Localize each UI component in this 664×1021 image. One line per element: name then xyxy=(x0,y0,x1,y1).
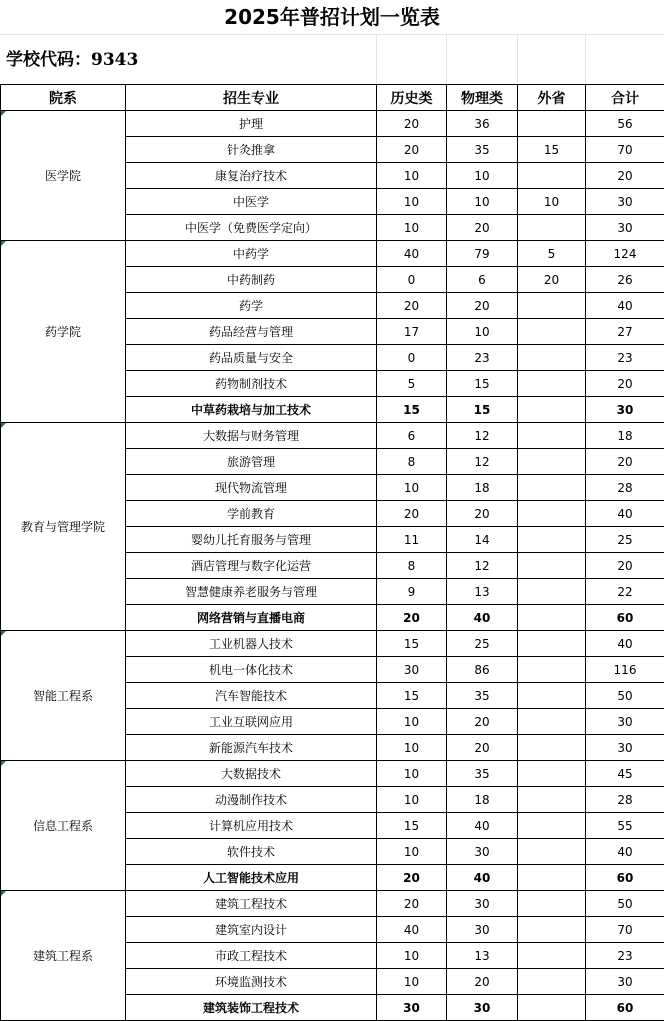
total-count-cell[interactable]: 26 xyxy=(586,267,664,293)
history-count-cell[interactable]: 0 xyxy=(377,267,447,293)
physics-count-cell[interactable]: 10 xyxy=(447,163,518,189)
gridline xyxy=(376,34,377,84)
total-count-cell[interactable]: 30 xyxy=(586,397,664,423)
out-of-province-count-cell[interactable] xyxy=(518,813,586,839)
history-count-cell[interactable]: 20 xyxy=(377,111,447,137)
header-history[interactable]: 历史类 xyxy=(377,85,447,111)
major-cell[interactable]: 中药学 xyxy=(126,241,377,267)
physics-count-cell[interactable]: 18 xyxy=(447,475,518,501)
major-cell[interactable]: 建筑装饰工程技术 xyxy=(126,995,377,1021)
total-count-cell[interactable]: 25 xyxy=(586,527,664,553)
total-count-cell[interactable]: 70 xyxy=(586,137,664,163)
out-of-province-count-cell[interactable] xyxy=(518,761,586,787)
history-count-cell[interactable]: 10 xyxy=(377,215,447,241)
major-cell[interactable]: 汽车智能技术 xyxy=(126,683,377,709)
physics-count-cell[interactable]: 20 xyxy=(447,969,518,995)
out-of-province-count-cell[interactable] xyxy=(518,371,586,397)
out-of-province-count-cell[interactable] xyxy=(518,709,586,735)
physics-count-cell[interactable]: 20 xyxy=(447,501,518,527)
physics-count-cell[interactable]: 13 xyxy=(447,943,518,969)
major-cell[interactable]: 机电一体化技术 xyxy=(126,657,377,683)
history-count-cell[interactable]: 11 xyxy=(377,527,447,553)
major-cell[interactable]: 中草药栽培与加工技术 xyxy=(126,397,377,423)
major-cell[interactable]: 针灸推拿 xyxy=(126,137,377,163)
major-cell[interactable]: 中药制药 xyxy=(126,267,377,293)
gridline xyxy=(446,34,447,84)
physics-count-cell[interactable]: 30 xyxy=(447,917,518,943)
out-of-province-count-cell[interactable]: 5 xyxy=(518,241,586,267)
total-count-cell[interactable]: 27 xyxy=(586,319,664,345)
out-of-province-count-cell[interactable] xyxy=(518,527,586,553)
physics-count-cell[interactable]: 30 xyxy=(447,839,518,865)
history-count-cell[interactable]: 5 xyxy=(377,371,447,397)
major-cell[interactable]: 酒店管理与数字化运营 xyxy=(126,553,377,579)
major-cell[interactable]: 中医学（免费医学定向） xyxy=(126,215,377,241)
history-count-cell[interactable]: 30 xyxy=(377,995,447,1021)
physics-count-cell[interactable]: 79 xyxy=(447,241,518,267)
history-count-cell[interactable]: 10 xyxy=(377,787,447,813)
history-count-cell[interactable]: 8 xyxy=(377,449,447,475)
history-count-cell[interactable]: 20 xyxy=(377,137,447,163)
major-cell[interactable]: 动漫制作技术 xyxy=(126,787,377,813)
major-cell[interactable]: 大数据技术 xyxy=(126,761,377,787)
physics-count-cell[interactable]: 12 xyxy=(447,553,518,579)
major-cell[interactable]: 药品质量与安全 xyxy=(126,345,377,371)
physics-count-cell[interactable]: 6 xyxy=(447,267,518,293)
major-cell[interactable]: 婴幼儿托育服务与管理 xyxy=(126,527,377,553)
history-count-cell[interactable]: 20 xyxy=(377,605,447,631)
total-count-cell[interactable]: 20 xyxy=(586,553,664,579)
physics-count-cell[interactable]: 23 xyxy=(447,345,518,371)
history-count-cell[interactable]: 10 xyxy=(377,839,447,865)
out-of-province-count-cell[interactable] xyxy=(518,553,586,579)
table-row xyxy=(1,891,664,917)
total-count-cell[interactable]: 20 xyxy=(586,449,664,475)
physics-count-cell[interactable]: 35 xyxy=(447,137,518,163)
total-count-cell[interactable]: 23 xyxy=(586,943,664,969)
total-count-cell[interactable]: 30 xyxy=(586,189,664,215)
out-of-province-count-cell[interactable] xyxy=(518,215,586,241)
major-cell[interactable]: 人工智能技术应用 xyxy=(126,865,377,891)
out-of-province-count-cell[interactable] xyxy=(518,657,586,683)
out-of-province-count-cell[interactable] xyxy=(518,293,586,319)
total-count-cell[interactable]: 124 xyxy=(586,241,664,267)
table-row xyxy=(1,761,664,787)
department-cell[interactable]: 智能工程系 xyxy=(1,631,126,761)
physics-count-cell[interactable]: 30 xyxy=(447,891,518,917)
out-of-province-count-cell[interactable] xyxy=(518,787,586,813)
out-of-province-count-cell[interactable] xyxy=(518,917,586,943)
history-count-cell[interactable]: 10 xyxy=(377,735,447,761)
total-count-cell[interactable]: 30 xyxy=(586,215,664,241)
history-count-cell[interactable]: 8 xyxy=(377,553,447,579)
out-of-province-count-cell[interactable]: 20 xyxy=(518,267,586,293)
department-cell[interactable]: 教育与管理学院 xyxy=(1,423,126,631)
table-row xyxy=(1,111,664,137)
table-row xyxy=(1,423,664,449)
out-of-province-count-cell[interactable]: 10 xyxy=(518,189,586,215)
total-count-cell[interactable]: 30 xyxy=(586,969,664,995)
history-count-cell[interactable]: 30 xyxy=(377,657,447,683)
history-count-cell[interactable]: 15 xyxy=(377,813,447,839)
total-count-cell[interactable]: 55 xyxy=(586,813,664,839)
out-of-province-count-cell[interactable] xyxy=(518,969,586,995)
out-of-province-count-cell[interactable] xyxy=(518,449,586,475)
total-count-cell[interactable]: 40 xyxy=(586,293,664,319)
total-count-cell[interactable]: 50 xyxy=(586,891,664,917)
major-cell[interactable]: 工业机器人技术 xyxy=(126,631,377,657)
history-count-cell[interactable]: 10 xyxy=(377,709,447,735)
out-of-province-count-cell[interactable] xyxy=(518,345,586,371)
history-count-cell[interactable]: 20 xyxy=(377,293,447,319)
out-of-province-count-cell[interactable] xyxy=(518,865,586,891)
major-cell[interactable]: 计算机应用技术 xyxy=(126,813,377,839)
out-of-province-count-cell[interactable] xyxy=(518,319,586,345)
table-row xyxy=(1,631,664,657)
major-cell[interactable]: 新能源汽车技术 xyxy=(126,735,377,761)
header-total[interactable]: 合计 xyxy=(586,85,664,111)
major-cell[interactable]: 中医学 xyxy=(126,189,377,215)
major-cell[interactable]: 康复治疗技术 xyxy=(126,163,377,189)
major-cell[interactable]: 网络营销与直播电商 xyxy=(126,605,377,631)
major-cell[interactable]: 智慧健康养老服务与管理 xyxy=(126,579,377,605)
major-cell[interactable]: 药品经营与管理 xyxy=(126,319,377,345)
physics-count-cell[interactable]: 18 xyxy=(447,787,518,813)
physics-count-cell[interactable]: 25 xyxy=(447,631,518,657)
physics-count-cell[interactable]: 40 xyxy=(447,865,518,891)
major-cell[interactable]: 现代物流管理 xyxy=(126,475,377,501)
physics-count-cell[interactable]: 10 xyxy=(447,189,518,215)
history-count-cell[interactable]: 9 xyxy=(377,579,447,605)
major-cell[interactable]: 大数据与财务管理 xyxy=(126,423,377,449)
out-of-province-count-cell[interactable] xyxy=(518,605,586,631)
physics-count-cell[interactable]: 40 xyxy=(447,813,518,839)
total-count-cell[interactable]: 70 xyxy=(586,917,664,943)
total-count-cell[interactable]: 45 xyxy=(586,761,664,787)
header-physics[interactable]: 物理类 xyxy=(447,85,518,111)
school-code-label: 学校代码：9343 xyxy=(6,50,139,70)
major-cell[interactable]: 环境监测技术 xyxy=(126,969,377,995)
total-count-cell[interactable]: 50 xyxy=(586,683,664,709)
page-title: 2025年普招计划一览表 xyxy=(0,0,664,35)
gridline xyxy=(517,34,518,84)
out-of-province-count-cell[interactable] xyxy=(518,995,586,1021)
header-out-of-province[interactable]: 外省 xyxy=(518,85,586,111)
physics-count-cell[interactable]: 14 xyxy=(447,527,518,553)
physics-count-cell[interactable]: 35 xyxy=(447,761,518,787)
physics-count-cell[interactable]: 35 xyxy=(447,683,518,709)
total-count-cell[interactable]: 28 xyxy=(586,475,664,501)
major-cell[interactable]: 软件技术 xyxy=(126,839,377,865)
out-of-province-count-cell[interactable] xyxy=(518,683,586,709)
physics-count-cell[interactable]: 20 xyxy=(447,709,518,735)
out-of-province-count-cell[interactable] xyxy=(518,501,586,527)
total-count-cell[interactable]: 40 xyxy=(586,631,664,657)
out-of-province-count-cell[interactable] xyxy=(518,111,586,137)
total-count-cell[interactable]: 40 xyxy=(586,501,664,527)
header-row xyxy=(1,85,664,111)
header-department[interactable]: 院系 xyxy=(1,85,126,111)
department-cell[interactable]: 建筑工程系 xyxy=(1,891,126,1021)
out-of-province-count-cell[interactable] xyxy=(518,163,586,189)
physics-count-cell[interactable]: 86 xyxy=(447,657,518,683)
total-count-cell[interactable]: 20 xyxy=(586,163,664,189)
total-count-cell[interactable]: 60 xyxy=(586,995,664,1021)
major-cell[interactable]: 市政工程技术 xyxy=(126,943,377,969)
out-of-province-count-cell[interactable] xyxy=(518,423,586,449)
physics-count-cell[interactable]: 36 xyxy=(447,111,518,137)
history-count-cell[interactable]: 20 xyxy=(377,501,447,527)
major-cell[interactable]: 建筑工程技术 xyxy=(126,891,377,917)
total-count-cell[interactable]: 23 xyxy=(586,345,664,371)
total-count-cell[interactable]: 28 xyxy=(586,787,664,813)
out-of-province-count-cell[interactable] xyxy=(518,631,586,657)
total-count-cell[interactable]: 60 xyxy=(586,865,664,891)
history-count-cell[interactable]: 10 xyxy=(377,969,447,995)
physics-count-cell[interactable]: 20 xyxy=(447,293,518,319)
major-cell[interactable]: 旅游管理 xyxy=(126,449,377,475)
total-count-cell[interactable]: 56 xyxy=(586,111,664,137)
out-of-province-count-cell[interactable] xyxy=(518,943,586,969)
out-of-province-count-cell[interactable] xyxy=(518,397,586,423)
total-count-cell[interactable]: 22 xyxy=(586,579,664,605)
out-of-province-count-cell[interactable]: 15 xyxy=(518,137,586,163)
history-count-cell[interactable]: 40 xyxy=(377,241,447,267)
major-cell[interactable]: 护理 xyxy=(126,111,377,137)
physics-count-cell[interactable]: 40 xyxy=(447,605,518,631)
history-count-cell[interactable]: 17 xyxy=(377,319,447,345)
history-count-cell[interactable]: 10 xyxy=(377,475,447,501)
major-cell[interactable]: 学前教育 xyxy=(126,501,377,527)
department-cell[interactable]: 医学院 xyxy=(1,111,126,241)
physics-count-cell[interactable]: 12 xyxy=(447,449,518,475)
department-cell[interactable]: 药学院 xyxy=(1,241,126,423)
major-cell[interactable]: 工业互联网应用 xyxy=(126,709,377,735)
history-count-cell[interactable]: 15 xyxy=(377,631,447,657)
out-of-province-count-cell[interactable] xyxy=(518,735,586,761)
physics-count-cell[interactable]: 20 xyxy=(447,735,518,761)
total-count-cell[interactable]: 18 xyxy=(586,423,664,449)
history-count-cell[interactable]: 15 xyxy=(377,397,447,423)
total-count-cell[interactable]: 60 xyxy=(586,605,664,631)
department-cell[interactable]: 信息工程系 xyxy=(1,761,126,891)
physics-count-cell[interactable]: 10 xyxy=(447,319,518,345)
total-count-cell[interactable]: 30 xyxy=(586,735,664,761)
history-count-cell[interactable]: 10 xyxy=(377,943,447,969)
history-count-cell[interactable]: 10 xyxy=(377,761,447,787)
history-count-cell[interactable]: 10 xyxy=(377,163,447,189)
physics-count-cell[interactable]: 15 xyxy=(447,371,518,397)
history-count-cell[interactable]: 15 xyxy=(377,683,447,709)
major-cell[interactable]: 建筑室内设计 xyxy=(126,917,377,943)
major-cell[interactable]: 药物制剂技术 xyxy=(126,371,377,397)
total-count-cell[interactable]: 30 xyxy=(586,709,664,735)
enrollment-table xyxy=(0,84,664,1021)
physics-count-cell[interactable]: 20 xyxy=(447,215,518,241)
physics-count-cell[interactable]: 13 xyxy=(447,579,518,605)
out-of-province-count-cell[interactable] xyxy=(518,579,586,605)
history-count-cell[interactable]: 20 xyxy=(377,865,447,891)
physics-count-cell[interactable]: 15 xyxy=(447,397,518,423)
major-cell[interactable]: 药学 xyxy=(126,293,377,319)
physics-count-cell[interactable]: 12 xyxy=(447,423,518,449)
history-count-cell[interactable]: 10 xyxy=(377,189,447,215)
total-count-cell[interactable]: 40 xyxy=(586,839,664,865)
history-count-cell[interactable]: 20 xyxy=(377,891,447,917)
total-count-cell[interactable]: 20 xyxy=(586,371,664,397)
physics-count-cell[interactable]: 30 xyxy=(447,995,518,1021)
table-row xyxy=(1,241,664,267)
total-count-cell[interactable]: 116 xyxy=(586,657,664,683)
history-count-cell[interactable]: 6 xyxy=(377,423,447,449)
out-of-province-count-cell[interactable] xyxy=(518,891,586,917)
out-of-province-count-cell[interactable] xyxy=(518,475,586,501)
history-count-cell[interactable]: 0 xyxy=(377,345,447,371)
header-major[interactable]: 招生专业 xyxy=(126,85,377,111)
out-of-province-count-cell[interactable] xyxy=(518,839,586,865)
gridline xyxy=(585,34,586,84)
history-count-cell[interactable]: 40 xyxy=(377,917,447,943)
